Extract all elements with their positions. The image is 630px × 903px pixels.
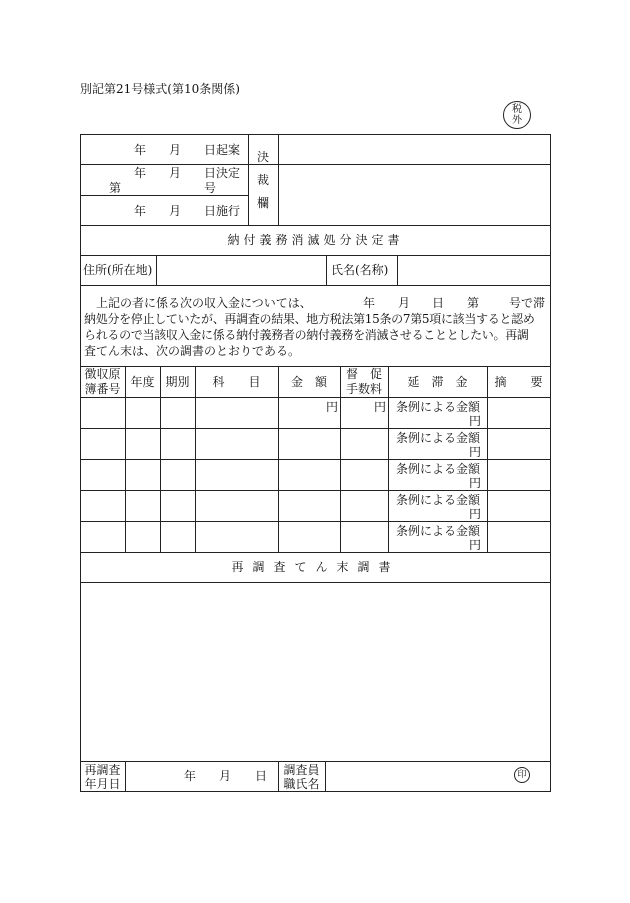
header-remarks: 摘 要 (494, 375, 543, 389)
footer-inspector-b: 職氏名 (283, 777, 320, 791)
kian-month: 月 (169, 143, 182, 157)
tax-exempt-stamp (503, 101, 531, 129)
decision-heading: 納付義務消滅処分決定書 (227, 233, 404, 247)
paragraph-month: 月 (398, 296, 411, 310)
row5-jorei: 条例による金額 (396, 524, 481, 538)
survey-heading: 再調査てん末調書 (231, 560, 400, 574)
paragraph-line-3: られるので当該収入金に係る納付義務者の納付義務を消滅させることとしたい。再調 (84, 328, 529, 342)
kettei-month: 月 (169, 166, 182, 180)
row1-amount-yen: 円 (326, 400, 339, 414)
address-label: 住所(所在地) (83, 263, 153, 277)
stamp-line-1: 税 (512, 104, 522, 115)
header-fiscal-year: 年度 (130, 375, 155, 389)
shiko-day: 日施行 (204, 204, 241, 218)
kian-day: 日起案 (204, 143, 241, 157)
row5-late-yen: 円 (469, 538, 482, 552)
kettei-year: 年 (134, 166, 147, 180)
paragraph-go: 号で滞 (509, 296, 546, 310)
footer-day: 日 (255, 769, 268, 783)
header-item: 科 目 (212, 375, 261, 389)
kettei-day: 日決定 (204, 166, 241, 180)
header-amount: 金 額 (290, 375, 327, 389)
header-period: 期別 (165, 375, 190, 389)
paragraph-day: 日 (432, 296, 445, 310)
header-reminder-fee-b: 手数料 (345, 382, 382, 396)
row3-jorei: 条例による金額 (396, 462, 481, 476)
paragraph-line-4: 査てん末は、次の調書のとおりである。 (84, 344, 301, 358)
row4-jorei: 条例による金額 (396, 493, 481, 507)
shiko-year: 年 (134, 204, 147, 218)
row4-late-yen: 円 (469, 507, 482, 521)
paragraph-line-1: 上記の者に係る次の収入金については、 (96, 296, 312, 310)
kettei-dai: 第 (109, 181, 122, 195)
row2-late-yen: 円 (469, 445, 482, 459)
row2-jorei: 条例による金額 (396, 431, 481, 445)
approval-char-3: 欄 (257, 196, 270, 210)
footer-date-label-a: 再調査 (84, 763, 121, 777)
name-label: 氏名(名称) (331, 263, 389, 277)
stamp-line-2: 外 (512, 115, 522, 126)
row1-late-yen: 円 (469, 414, 482, 428)
row1-jorei: 条例による金額 (396, 400, 481, 414)
paragraph-line-2: 納処分を停止していたが、再調査の結果、地方税法第15条の7第5項に該当すると認め (84, 312, 535, 326)
row3-late-yen: 円 (469, 476, 482, 490)
header-ledger-number-b: 簿番号 (84, 382, 121, 396)
footer-date-label-b: 年月日 (84, 777, 121, 791)
kettei-go: 号 (204, 181, 217, 195)
header-reminder-fee-a: 督 促 (345, 367, 382, 381)
paragraph-year: 年 (363, 296, 376, 310)
footer-month: 月 (219, 769, 232, 783)
header-late-fee: 延 滞 金 (407, 375, 468, 389)
header-ledger-number-a: 徴収原 (84, 367, 121, 381)
footer-year: 年 (184, 769, 197, 783)
approval-char-1: 決 (257, 150, 270, 164)
form-number-title: 別記第21号様式(第10条関係) (80, 82, 240, 96)
paragraph-dai: 第 (467, 296, 480, 310)
row1-fee-yen: 円 (374, 400, 387, 414)
footer-inspector-a: 調査員 (283, 763, 320, 777)
approval-char-2: 裁 (257, 173, 270, 187)
kian-year: 年 (134, 143, 147, 157)
shiko-month: 月 (169, 204, 182, 218)
seal-mark: 印 (514, 767, 530, 783)
